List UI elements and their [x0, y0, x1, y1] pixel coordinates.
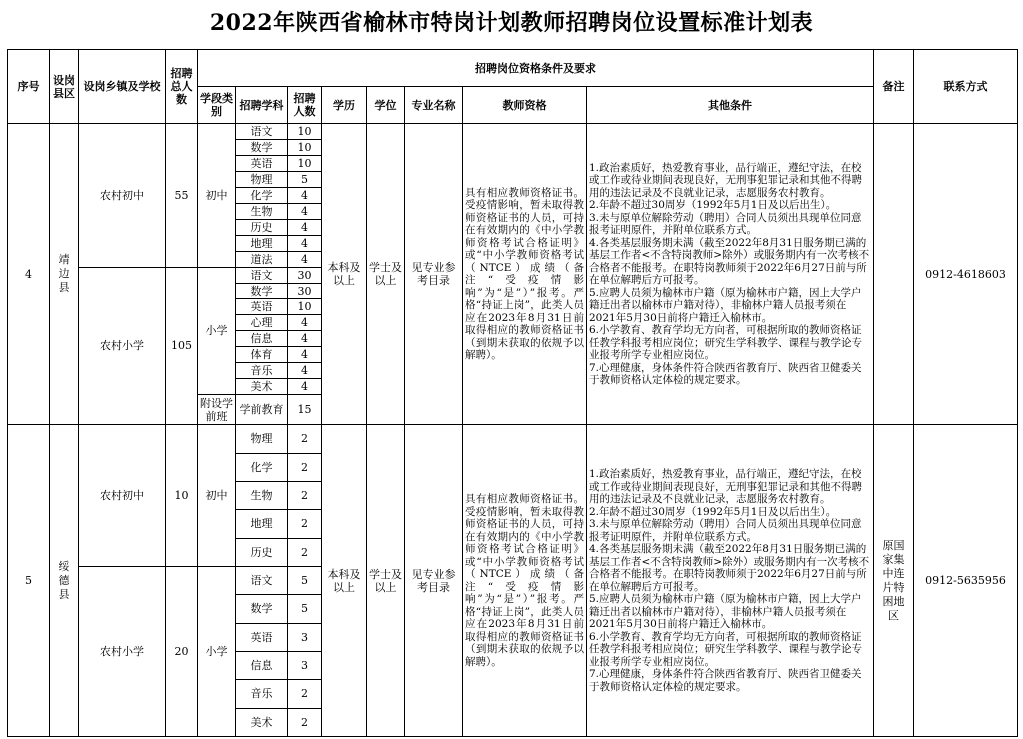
row-count: 4	[288, 379, 322, 395]
row-school: 农村小学	[79, 566, 166, 736]
row-subject: 美术	[236, 708, 288, 736]
row-count: 5	[288, 595, 322, 623]
page-title: 2022年陕西省榆林市特岗计划教师招聘岗位设置标准计划表	[209, 10, 814, 36]
row-count: 10	[288, 155, 322, 171]
row-other: 1.政治素质好，热爱教育事业，品行端正，遵纪守法，在校或工作或待业期间表现良好，无刑事犯罪记录和其他不得聘用的违法记录及不良就业记录，志愿服务农村教育。 2.年龄不超过30周岁（1992年5月1日及以后出生）。 3.未与原单位解除劳动（聘用）合同人员须出具现单位同意报考证明原件，并附单位联系方式。 4.各类基层服务期未满（截至2022年8月31日服务期已满的基层工作者<不含特岗教师>除外）或服务期内有一次考核不合格者不能报考。在职特岗教师须于2022年6月27日前与所在单位解聘后方可报考。 5.应聘人员须为榆林市户籍（原为榆林市户籍，因上大学户籍迁出者以榆林市户籍对待），非榆林户籍人员报考须在2021年5月30日前将户籍迁入榆林市。 6.小学教育、教育学均无方向者，可根据所取的教师资格证任教学科报考相应岗位；研究生学科教学、课程与教学论专业报考所学专业相应岗位。 7.心理健康，身体条件符合陕西省教育厅、陕西省卫健委关于教师资格认定体检的规定要求。	[587, 124, 874, 425]
row-edu: 本科及以上	[322, 124, 367, 425]
row-stage: 附设学前班	[198, 395, 236, 425]
row-cert: 具有相应教师资格证书。受疫情影响，暂未取得教师资格证书的人员，可持在有效期内的《中小学教师资格考试合格证明》或“中小学教师资格考试（NTCE）成绩（备注“受疫情影响”为“是”）”报考。严格“持证上岗”，此类人员应在2023年8月31日前取得相应的教师资格证书（到期未获取的依规予以解聘）。	[463, 124, 587, 425]
row-count: 10	[288, 124, 322, 140]
row-count: 4	[288, 187, 322, 203]
row-subject: 信息	[236, 331, 288, 347]
row-subject: 体育	[236, 347, 288, 363]
row-count: 2	[288, 680, 322, 708]
row-subject: 地理	[236, 235, 288, 251]
header-total: 招聘总人数	[166, 50, 198, 124]
header-other: 其他条件	[587, 87, 874, 124]
row-count: 3	[288, 623, 322, 651]
row-subject: 学前教育	[236, 395, 288, 425]
header-contact: 联系方式	[914, 50, 1018, 124]
row-count: 3	[288, 651, 322, 679]
row-stage: 初中	[198, 425, 236, 567]
recruitment-table	[7, 49, 1018, 737]
row-stage: 初中	[198, 124, 236, 268]
row-count: 2	[288, 481, 322, 509]
row-school: 农村初中	[79, 425, 166, 567]
row-subject: 语文	[236, 267, 288, 283]
row-count: 2	[288, 510, 322, 538]
header-seq: 序号	[8, 50, 50, 124]
row-subject: 英语	[236, 155, 288, 171]
row-total: 55	[166, 124, 198, 268]
row-count: 4	[288, 219, 322, 235]
header-group: 招聘岗位资格条件及要求	[198, 50, 874, 87]
header-degree: 学位	[367, 87, 405, 124]
row-subject: 化学	[236, 187, 288, 203]
header-major: 专业名称	[405, 87, 463, 124]
header-count: 招聘人数	[288, 87, 322, 124]
row-subject: 英语	[236, 299, 288, 315]
header-cert: 教师资格	[463, 87, 587, 124]
row-note	[874, 124, 914, 425]
row-contact: 0912-5635956	[914, 425, 1018, 737]
row-subject: 音乐	[236, 363, 288, 379]
row-subject: 语文	[236, 566, 288, 594]
row-major: 见专业参考目录	[405, 425, 463, 737]
row-seq: 5	[8, 425, 50, 737]
row-degree: 学士及以上	[367, 124, 405, 425]
row-subject: 心理	[236, 315, 288, 331]
row-count: 4	[288, 347, 322, 363]
row-stage: 小学	[198, 267, 236, 395]
row-count: 4	[288, 363, 322, 379]
row-seq: 4	[8, 124, 50, 425]
row-school: 农村初中	[79, 124, 166, 268]
row-county: 绥德县	[50, 425, 79, 737]
header-edu: 学历	[322, 87, 367, 124]
row-subject: 美术	[236, 379, 288, 395]
row-subject: 生物	[236, 481, 288, 509]
row-subject: 物理	[236, 425, 288, 453]
header-county: 设岗县区	[50, 50, 79, 124]
row-major: 见专业参考目录	[405, 124, 463, 425]
row-count: 5	[288, 566, 322, 594]
row-count: 10	[288, 299, 322, 315]
row-total: 10	[166, 425, 198, 567]
row-count: 4	[288, 331, 322, 347]
row-total: 105	[166, 267, 198, 425]
row-count: 5	[288, 171, 322, 187]
row-subject: 生物	[236, 203, 288, 219]
row-county: 靖边县	[50, 124, 79, 425]
row-total: 20	[166, 566, 198, 736]
row-count: 4	[288, 251, 322, 267]
row-subject: 数学	[236, 139, 288, 155]
row-subject: 地理	[236, 510, 288, 538]
row-school: 农村小学	[79, 267, 166, 425]
row-count: 4	[288, 235, 322, 251]
header-note: 备注	[874, 50, 914, 124]
row-count: 30	[288, 283, 322, 299]
row-other: 1.政治素质好，热爱教育事业，品行端正，遵纪守法，在校或工作或待业期间表现良好，无刑事犯罪记录和其他不得聘用的违法记录及不良就业记录，志愿服务农村教育。 2.年龄不超过30周岁（1992年5月1日及以后出生）。 3.未与原单位解除劳动（聘用）合同人员须出具现单位同意报考证明原件，并附单位联系方式。 4.各类基层服务期未满（截至2022年8月31日服务期已满的基层工作者<不含特岗教师>除外）或服务期内有一次考核不合格者不能报考。在职特岗教师须于2022年6月27日前与所在单位解聘后方可报考。 5.应聘人员须为榆林市户籍（原为榆林市户籍，因上大学户籍迁出者以榆林市户籍对待），非榆林户籍人员报考须在2021年5月30日前将户籍迁入榆林市。 6.小学教育、教育学均无方向者，可根据所取的教师资格证任教学科报考相应岗位；研究生学科教学、课程与教学论专业报考所学专业相应岗位。 7.心理健康，身体条件符合陕西省教育厅、陕西省卫健委关于教师资格认定体检的规定要求。	[587, 425, 874, 737]
row-stage: 小学	[198, 566, 236, 736]
row-subject: 数学	[236, 283, 288, 299]
row-subject: 化学	[236, 453, 288, 481]
row-count: 4	[288, 203, 322, 219]
row-count: 2	[288, 708, 322, 736]
header-school: 设岗乡镇及学校	[79, 50, 166, 124]
row-subject: 数学	[236, 595, 288, 623]
row-subject: 历史	[236, 538, 288, 566]
row-count: 30	[288, 267, 322, 283]
row-count: 10	[288, 139, 322, 155]
row-subject: 历史	[236, 219, 288, 235]
row-subject: 语文	[236, 124, 288, 140]
row-degree: 学士及以上	[367, 425, 405, 737]
row-subject: 信息	[236, 651, 288, 679]
table-row	[8, 425, 1018, 453]
table-body	[8, 124, 1018, 737]
header-stage: 学段类别	[198, 87, 236, 124]
row-subject: 道法	[236, 251, 288, 267]
table-row	[8, 124, 1018, 140]
row-count: 2	[288, 538, 322, 566]
row-contact: 0912-4618603	[914, 124, 1018, 425]
row-count: 2	[288, 425, 322, 453]
row-subject: 物理	[236, 171, 288, 187]
row-note: 原国家集中连片特困地区	[874, 425, 914, 737]
row-count: 4	[288, 315, 322, 331]
row-subject: 英语	[236, 623, 288, 651]
row-edu: 本科及以上	[322, 425, 367, 737]
row-cert: 具有相应教师资格证书。受疫情影响，暂未取得教师资格证书的人员，可持在有效期内的《中小学教师资格考试合格证明》或“中小学教师资格考试（NTCE）成绩（备注“受疫情影响”为“是”）”报考。严格“持证上岗”，此类人员应在2023年8月31日前取得相应的教师资格证书（到期未获取的依规予以解聘）。	[463, 425, 587, 737]
row-count: 2	[288, 453, 322, 481]
header-subject: 招聘学科	[236, 87, 288, 124]
row-subject: 音乐	[236, 680, 288, 708]
row-count: 15	[288, 395, 322, 425]
